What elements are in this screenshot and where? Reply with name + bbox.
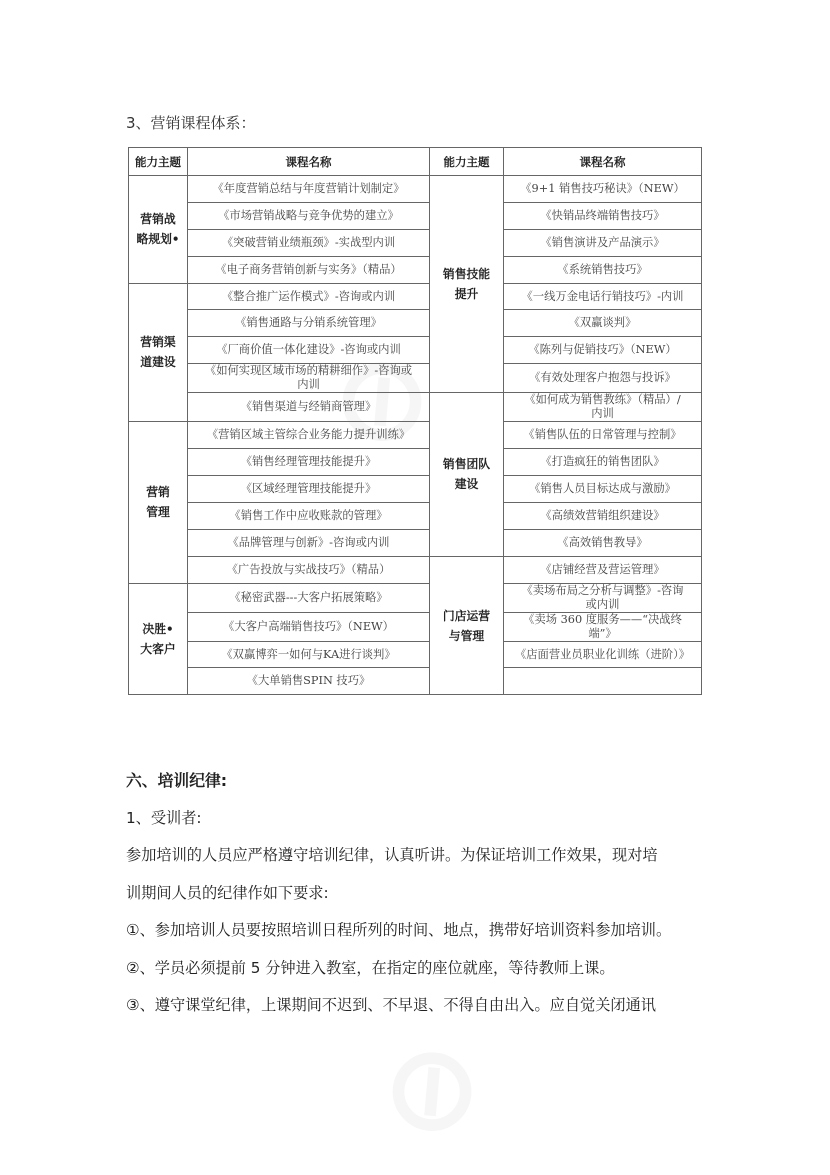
course-cell: 《高效销售教导》 [504,529,702,556]
table-row [129,556,702,583]
course-cell: 《突破营销业绩瓶颈》-实战型内训 [188,229,430,256]
course-cell: 《广告投放与实战技巧》（精品） [188,556,430,583]
theme-cell-right: 销售团队 建设 [430,393,504,556]
table-row [129,337,702,364]
course-table [128,147,702,695]
header-course-left: 课程名称 [188,148,430,176]
theme-cell-left: 营销 管理 [129,422,188,583]
theme-cell-right: 门店运营 与管理 [430,556,504,695]
course-cell: 《如何成为销售教练》（精品）/ 内训 [504,393,702,422]
header-theme-left: 能力主题 [129,148,188,176]
course-cell: 《双赢博弈一如何与KA进行谈判》 [188,641,430,668]
course-cell: 《年度营销总结与年度营销计划制定》 [188,176,430,203]
rule-item: ②、学员必须提前 5 分钟进入教室，在指定的座位就座，等待教师上课。 [126,958,615,977]
paragraph-line: 参加培训的人员应严格遵守培训纪律，认真听讲。为保证培训工作效果，现对培 [126,846,658,864]
theme-cell-left: 营销渠 道建设 [129,283,188,422]
table-row [129,612,702,641]
course-cell: 《卖场 360 度服务——“决战终 端”》 [504,612,702,641]
table-row [129,310,702,337]
table-row [129,393,702,422]
table-row [129,641,702,668]
course-cell: 《大客户高端销售技巧》（NEW） [188,612,430,641]
course-cell: 《厂商价值一体化建设》-咨询或内训 [188,337,430,364]
course-cell: 《销售队伍的日常管理与控制》 [504,422,702,449]
paragraph-line: 训期间人员的纪律作如下要求: [126,883,329,902]
course-cell: 《整合推广运作模式》-咨询或内训 [188,283,430,310]
table-row [129,176,702,203]
course-cell: 《品牌管理与创新》-咨询或内训 [188,529,430,556]
course-cell: 《卖场布局之分析与调整》-咨询 或内训 [504,583,702,612]
course-cell: 《店面营业员职业化训练（进阶）》 [504,641,702,668]
table-row [129,202,702,229]
table-row [129,583,702,612]
rule-item: ①、参加培训人员要按照培训日程所列的时间、地点，携带好培训资料参加培训。 [126,921,672,939]
table-row [129,449,702,476]
course-cell: 《系统销售技巧》 [504,256,702,283]
header-theme-right: 能力主题 [430,148,504,176]
course-cell: 《市场营销战略与竞争优势的建立》 [188,202,430,229]
section-title: 六、培训纪律: [126,771,228,790]
table-row [129,229,702,256]
course-cell: 《销售经理管理技能提升》 [188,449,430,476]
course-cell: 《高绩效营销组织建设》 [504,502,702,529]
table-row [129,256,702,283]
course-cell: 《销售通路与分销系统管理》 [188,310,430,337]
subsection-title: 1、受训者: [126,808,202,827]
training-discipline-section [126,762,716,1025]
table-row [129,529,702,556]
course-cell: 《营销区域主管综合业务能力提升训练》 [188,422,430,449]
theme-cell-right: 销售技能 提升 [430,176,504,393]
course-cell: 《打造疯狂的销售团队》 [504,449,702,476]
table-row [129,422,702,449]
section-heading: 3、营销课程体系： [126,114,256,132]
table-row [129,364,702,393]
rule-item: ③、遵守课堂纪律，上课期间不迟到、不早退、不得自由出入。应自觉关闭通讯 [126,996,656,1014]
course-cell: 《销售演讲及产品演示》 [504,229,702,256]
watermark [347,1004,513,1175]
course-cell: 《大单销售SPIN 技巧》 [188,668,430,695]
course-cell: 《销售人员目标达成与激励》 [504,476,702,503]
table-row [129,668,702,695]
theme-cell-left: 营销战 略规划• [129,176,188,284]
course-cell: 《销售渠道与经销商管理》 [188,393,430,422]
table-row [129,476,702,503]
theme-cell-left: 决胜• 大客户 [129,583,188,695]
header-course-right: 课程名称 [504,148,702,176]
course-cell: 《如何实现区域市场的精耕细作》-咨询或 内训 [188,364,430,393]
course-cell: 《9+1 销售技巧秘诀》（NEW） [504,176,702,203]
course-cell: 《陈列与促销技巧》（NEW） [504,337,702,364]
course-cell: 《店铺经营及营运管理》 [504,556,702,583]
course-cell: 《电子商务营销创新与实务》（精品） [188,256,430,283]
table-row [129,502,702,529]
course-cell: 《区域经理管理技能提升》 [188,476,430,503]
course-cell: 《一线万金电话行销技巧》-内训 [504,283,702,310]
course-cell: 《销售工作中应收账款的管理》 [188,502,430,529]
course-cell [504,668,702,695]
course-cell: 《秘密武器---大客户拓展策略》 [188,583,430,612]
course-cell: 《快销品终端销售技巧》 [504,202,702,229]
course-cell: 《双赢谈判》 [504,310,702,337]
table-row [129,283,702,310]
course-cell: 《有效处理客户抱怨与投诉》 [504,364,702,393]
